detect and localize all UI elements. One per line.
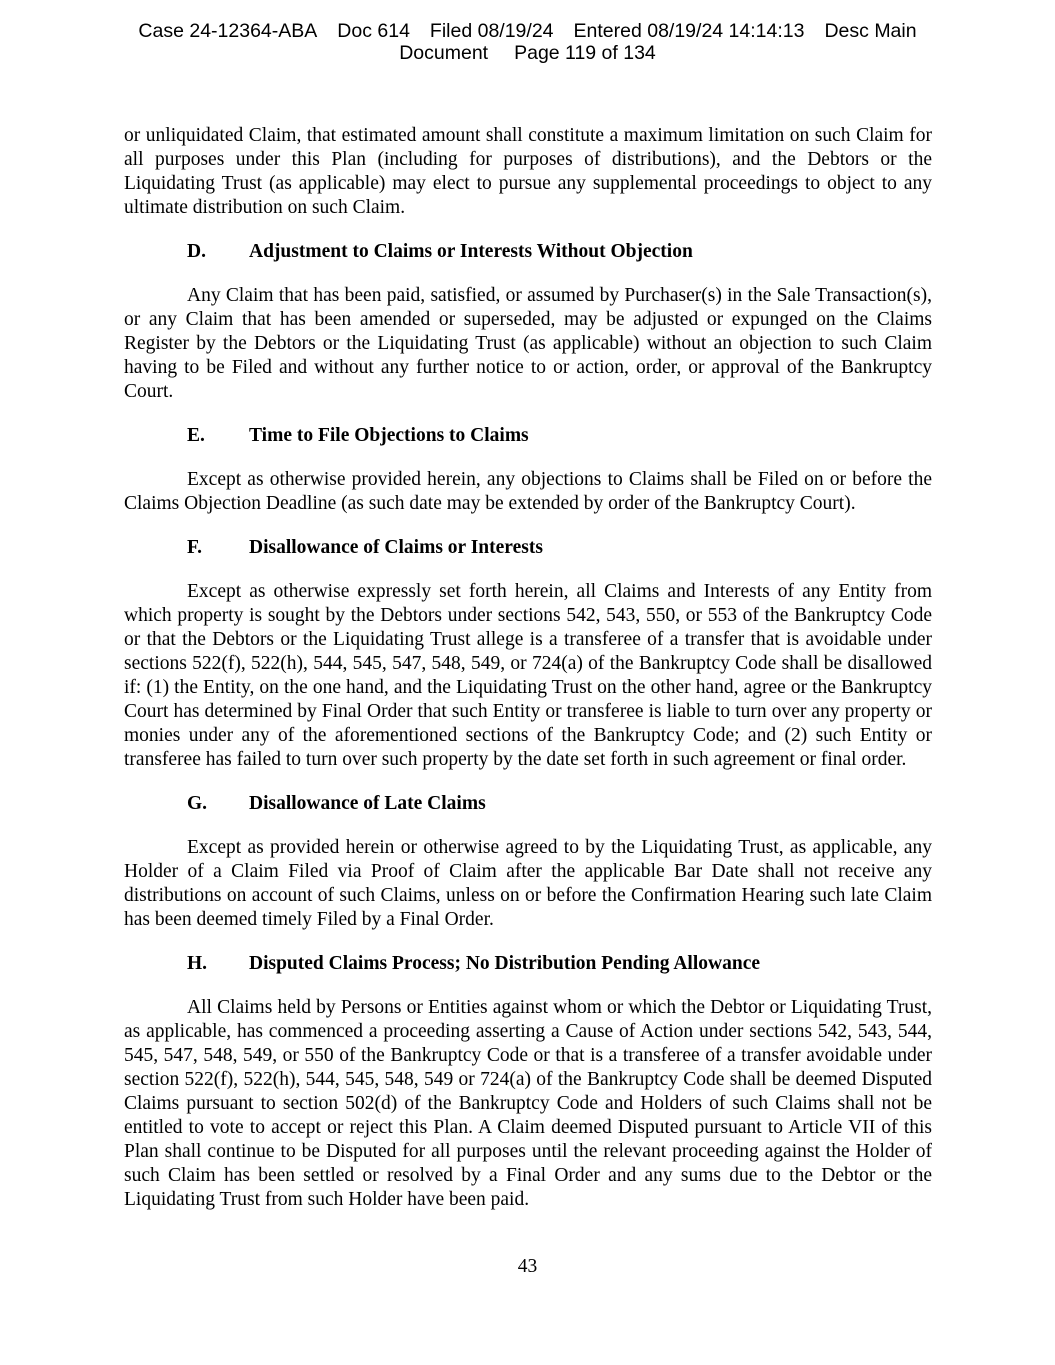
court-filing-header: [0, 20, 1055, 64]
section-letter: G.: [187, 793, 208, 814]
section-paragraph-h: All Claims held by Persons or Entities against whom or which the Debtor or Liquidating Trust, as applicable, has commenced a proceeding asserting a Cause of Action under sections 542, 543, 544, 545, 547, 548, 549, or 550 of the Bankruptcy Code or that is a transferee of a transfer avoidable under section 522(f), 522(h), 544, 545, 548, 549 or 724(a) of the Bankruptcy Code shall be deemed Disputed Claims pursuant to section 502(d) of the Bankruptcy Code and Holders of such Claims shall not be entitled to vote to accept or reject this Plan. A Claim deemed Disputed pursuant to Article VII of this Plan shall continue to be Disputed for all purposes until the relevant proceeding against the Holder of such Claim has been settled or resolved by a Final Order and any sums due to the Debtor or the Liquidating Trust from such Holder have been paid.: [124, 997, 932, 1210]
section-title: Disallowance of Claims or Interests: [249, 537, 543, 558]
section-heading-e: [124, 424, 932, 448]
page-number: 43: [517, 1256, 538, 1277]
section-paragraph-f: Except as otherwise expressly set forth herein, all Claims and Interests of any Entity from which property is sought by the Debtors under sections 542, 543, 550, or 553 of the Bankruptcy Code or that the Debtors or the Liquidating Trust allege is a transferee of a transfer that is avoidable under sections 522(f), 522(h), 544, 545, 547, 548, 549, or 724(a) of the Bankruptcy Code shall be disallowed if: (1) the Entity, on the one hand, and the Liquidating Trust on the other hand, agree or the Bankruptcy Court has determined by Final Order that such Entity or transferee is liable to turn over any property or monies under any of the aforementioned sections of the Bankruptcy Code; and (2) such Entity or transferee has failed to turn over such property by the date set forth in such agreement or final order.: [124, 581, 932, 770]
entered-date: Entered 08/19/24 14:14:13: [573, 20, 805, 42]
doc-number: Doc 614: [337, 20, 410, 42]
intro-paragraph: or unliquidated Claim, that estimated amount shall constitute a maximum limitation on such Claim for all purposes under this Plan (including for purposes of distributions), and the Debtors or the Liquidating Trust (as applicable) may elect to pursue any supplemental proceedings to object to any ultimate distribution on such Claim.: [124, 125, 932, 218]
section-heading-d: [124, 240, 932, 264]
section-letter: F.: [187, 537, 202, 558]
section-paragraph-g: Except as provided herein or otherwise agreed to by the Liquidating Trust, as applicable, any Holder of a Claim Filed via Proof of Claim after the applicable Bar Date shall not receive any distributions on account of such Claims, unless on or before the Confirmation Hearing such late Claim has been deemed timely Filed by a Final Order.: [124, 837, 932, 930]
case-number: Case 24-12364-ABA: [138, 20, 318, 42]
section-title: Disallowance of Late Claims: [249, 793, 486, 814]
section-paragraph-e: Except as otherwise provided herein, any objections to Claims shall be Filed on or before the Claims Objection Deadline (as such date may be extended by order of the Bankruptcy Court).: [124, 469, 932, 514]
section-letter: H.: [187, 953, 208, 974]
section-title: Disputed Claims Process; No Distribution Pending Allowance: [249, 953, 760, 974]
section-title: Adjustment to Claims or Interests Without Objection: [249, 241, 693, 262]
document-body: [124, 124, 932, 1212]
filed-date: Filed 08/19/24: [429, 20, 554, 42]
section-letter: D.: [187, 241, 206, 262]
section-heading-f: [124, 536, 932, 560]
section-heading-h: [124, 952, 932, 976]
page-of-total: Page 119 of 134: [514, 42, 656, 64]
section-heading-g: [124, 792, 932, 816]
desc-label: Desc Main: [824, 20, 917, 42]
section-letter: E.: [187, 425, 205, 446]
header-line-2: [0, 42, 1055, 64]
header-line-1: [0, 20, 1055, 42]
section-paragraph-d: Any Claim that has been paid, satisfied, or assumed by Purchaser(s) in the Sale Transaction(s), or any Claim that has been amended or superseded, may be adjusted or expunged on the Claims Register by the Debtors or the Liquidating Trust (as applicable) without an objection to such Claim having to be Filed and without any further notice to or action, order, or approval of the Bankruptcy Court.: [124, 285, 932, 402]
section-title: Time to File Objections to Claims: [249, 425, 529, 446]
document-label: Document: [399, 42, 489, 64]
